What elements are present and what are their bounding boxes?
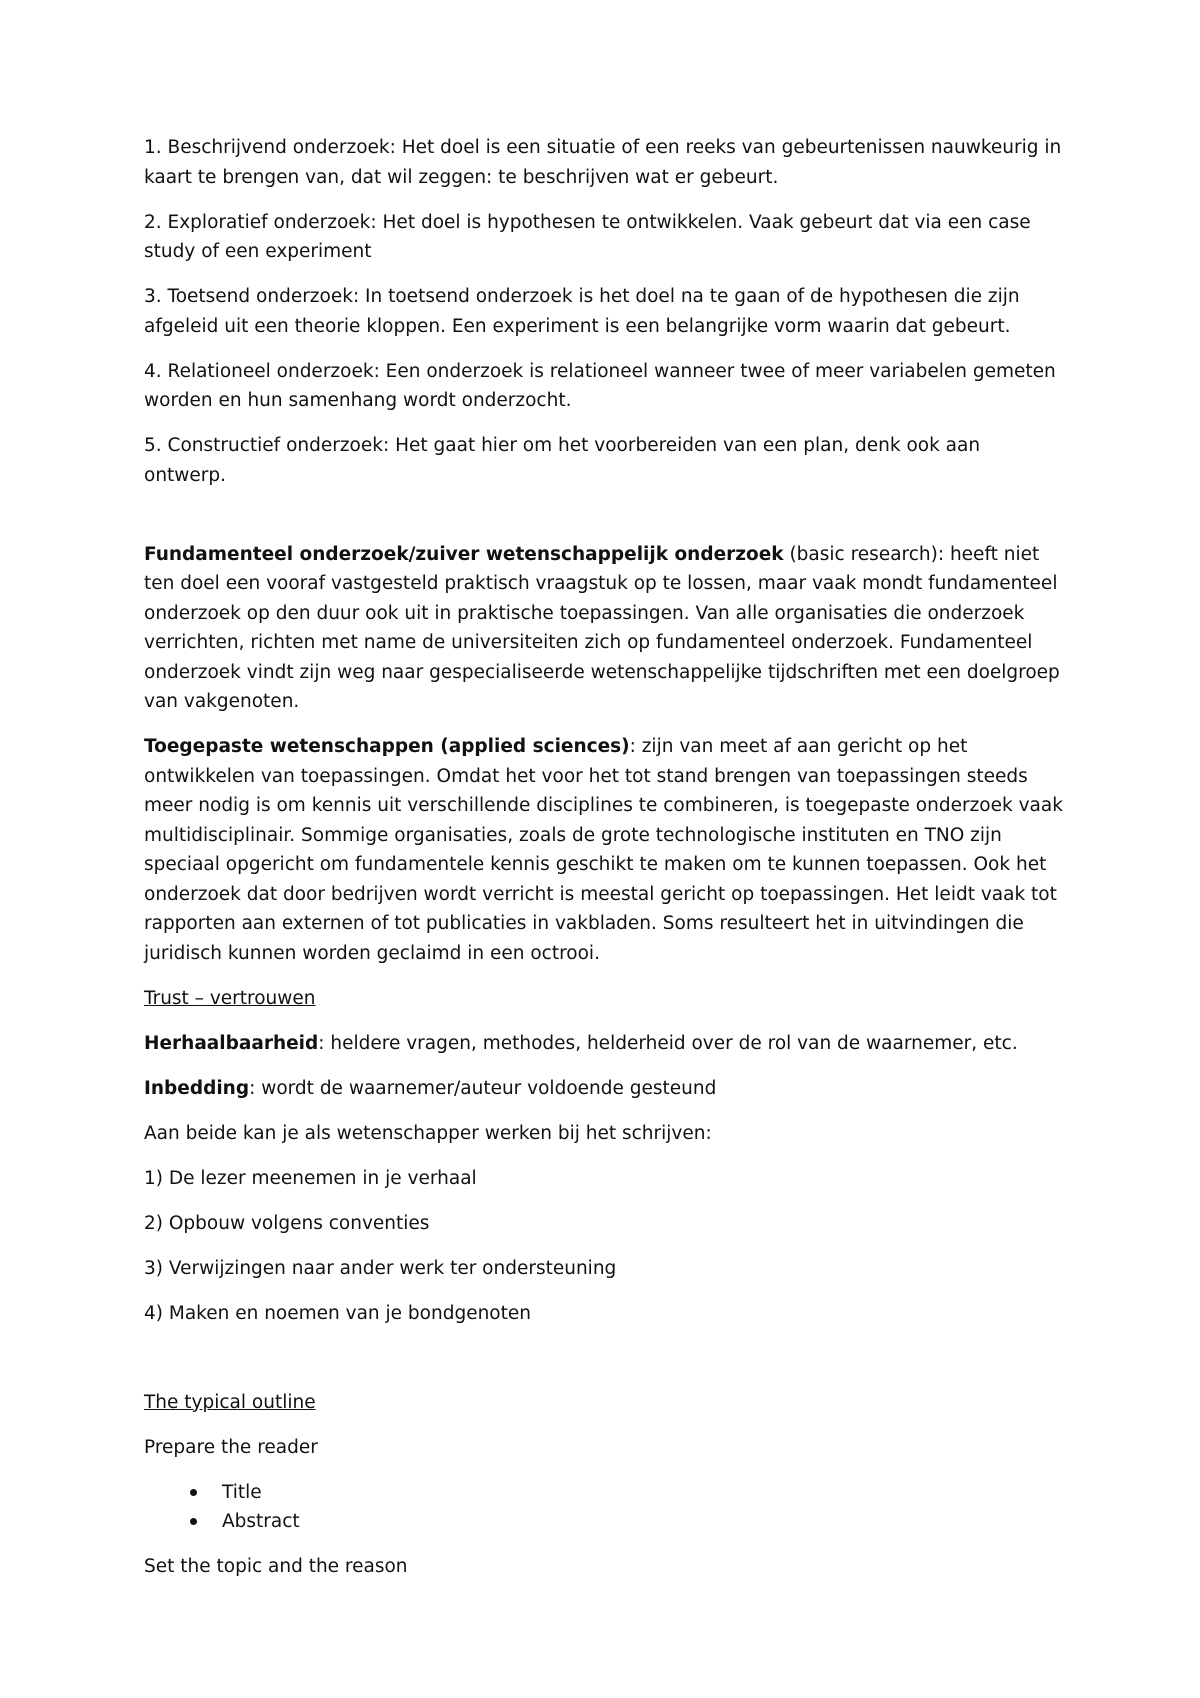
item-term: Toetsend onderzoek: [167, 286, 353, 307]
fundamenteel-term: Fundamenteel onderzoek/zuiver wetenschappelijk onderzoek: [144, 543, 784, 565]
spacer: [144, 506, 1064, 540]
inbedding-paragraph: [144, 1074, 1064, 1104]
herhaalbaarheid-paragraph: [144, 1029, 1064, 1059]
item-text: : Een onderzoek is relationeel wanneer twee of meer variabelen gemeten worden en hun samenhang wordt onderzocht.: [144, 360, 1056, 411]
outline-heading: The typical outline: [144, 1391, 316, 1413]
beide-paragraph: Aan beide kan je als wetenschapper werken bij het schrijven:: [144, 1122, 712, 1144]
point-1: 1) De lezer meenemen in je verhaal: [144, 1167, 477, 1189]
inbedding-text: : wordt de waarnemer/auteur voldoende gesteund: [249, 1077, 717, 1099]
item-term: Exploratief onderzoek: [167, 211, 371, 233]
bullet-text: Abstract: [222, 1511, 300, 1532]
inbedding-term: Inbedding: [144, 1077, 250, 1099]
bullet-list: [144, 1478, 1064, 1537]
bullet-icon: [190, 1518, 197, 1525]
toegepast-text: : zijn van meet af aan gericht op het ontwikkelen van toepassingen. Omdat het voor het tot stand brengen van toepassingen steeds meer nodig is om kennis uit verschillende disciplines te combineren, is toegepaste onderzoek vaak multidisciplinair. Sommige organisaties, zoals de grote technologische instituten en TNO zijn speciaal opgericht om fundamentele kennis geschikt te maken om te kunnen toepassen. Ook het onderzoek dat door bedrijven wordt verricht is meestal gericht op toepassingen. Het leidt vaak tot rapporten aan externen of tot publicaties in vakbladen. Soms resulteert het in uitvindingen die juridisch kunnen worden geclaimd in een octrooi.: [144, 736, 1063, 964]
fundamenteel-text: (basic research): heeft niet ten doel een vooraf vastgesteld praktisch vraagstuk op te lossen, maar vaak mondt fundamenteel onderzoek op den duur ook uit in praktische toepassingen. Van alle organisaties die onderzoek verrichten, richten met name de universiteiten zich op fundamenteel onderzoek. Fundamenteel onderzoek vindt zijn weg naar gespecialiseerde wetenschappelijke tijdschriften met een doelgroep van vakgenoten.: [144, 543, 1060, 712]
herhaalbaarheid-term: Herhaalbaarheid: [144, 1032, 319, 1054]
trust-heading: Trust – vertrouwen: [144, 987, 316, 1009]
toegepast-paragraph: [144, 732, 1064, 968]
numbered-item-1: [144, 133, 1064, 192]
item-number: 5.: [144, 435, 162, 456]
list-item: [190, 1507, 1064, 1537]
point-4: 4) Maken en noemen van je bondgenoten: [144, 1302, 531, 1324]
item-number: 2.: [144, 211, 162, 233]
item-text: : Het gaat hier om het voorbereiden van een plan, denk ook aan ontwerp.: [144, 435, 981, 486]
point-2: 2) Opbouw volgens conventies: [144, 1212, 430, 1234]
item-text: : In toetsend onderzoek is het doel na te gaan of de hypothesen die zijn afgeleid uit een theorie kloppen. Een experiment is een belangrijke vorm waarin dat gebeurt.: [144, 286, 1020, 337]
herhaalbaarheid-text: : heldere vragen, methodes, helderheid over de rol van de waarnemer, etc.: [318, 1032, 1018, 1054]
toegepast-term: Toegepaste wetenschappen (applied sciences): [144, 736, 630, 757]
document-content: [144, 133, 1064, 1597]
item-number: 3.: [144, 286, 162, 307]
numbered-item-4: [144, 357, 1064, 416]
fundamenteel-paragraph: [144, 540, 1064, 717]
numbered-item-5: [144, 431, 1064, 490]
numbered-item-3: [144, 282, 1064, 341]
list-item: [190, 1478, 1064, 1508]
set-topic-paragraph: Set the topic and the reason: [144, 1556, 408, 1577]
bullet-text: Title: [222, 1481, 262, 1503]
spacer: [144, 1344, 1064, 1388]
item-term: Beschrijvend onderzoek: [167, 137, 390, 158]
item-text: : Het doel is hypothesen te ontwikkelen. Vaak gebeurt dat via een case study of een experiment: [144, 211, 1031, 262]
item-text: : Het doel is een situatie of een reeks van gebeurtenissen nauwkeurig in kaart te brengen van, dat wil zeggen: te beschrijven wat er gebeurt.: [144, 137, 1062, 188]
prepare-paragraph: Prepare the reader: [144, 1436, 318, 1458]
bullet-icon: [190, 1489, 197, 1496]
item-number: 4.: [144, 360, 162, 382]
item-number: 1.: [144, 137, 162, 158]
item-term: Relationeel onderzoek: [167, 360, 374, 382]
point-3: 3) Verwijzingen naar ander werk ter ondersteuning: [144, 1257, 617, 1279]
numbered-item-2: [144, 208, 1064, 267]
item-term: Constructief onderzoek: [167, 435, 383, 456]
